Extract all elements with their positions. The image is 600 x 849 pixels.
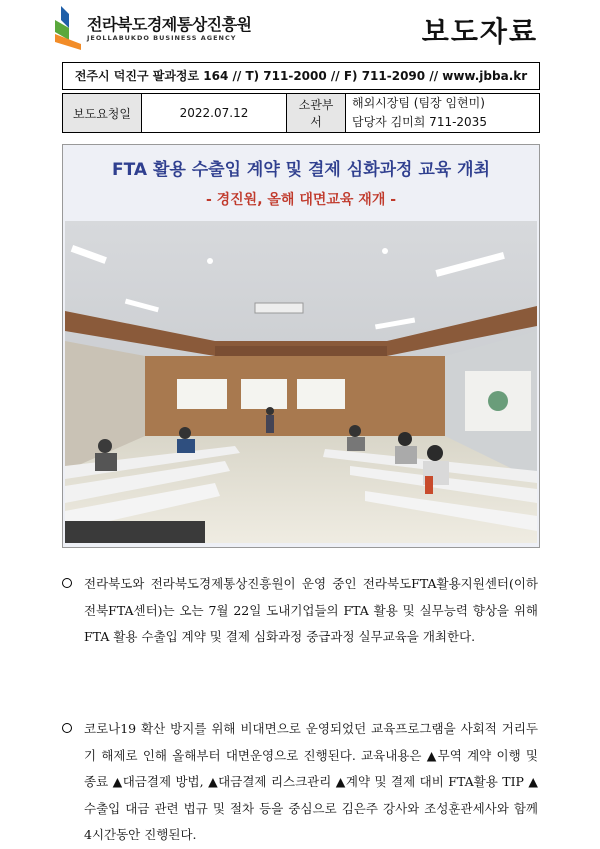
org-name: 전라북도경제통상진흥원 (87, 15, 252, 34)
org-logo (55, 6, 252, 50)
request-date-label: 보도요청일 (63, 94, 142, 133)
bullet-icon (62, 723, 72, 733)
dept-label: 소관부서 (287, 94, 346, 133)
paragraph-text: 코로나19 확산 방지를 위해 비대면으로 운영되었던 교육프로그램을 사회적 거리두기 해제로 인해 올해부터 대면운영으로 진행된다. 교육내용은 ▲무역 계약 이행 및 종료 ▲대금결제 방법, ▲대금결제 리스크관리 ▲계약 및 결제 대비 FTA활용 TIP ▲수출입 대금 관련 법규 및 절차 등을 중심으로 김은주 강사와 조성훈관세사와 함께 4시간동안 진행된다. (84, 721, 538, 842)
request-date-value: 2022.07.12 (142, 94, 287, 133)
paragraph-1 (62, 571, 538, 651)
org-name-en: JEOLLABUKDO BUSINESS AGENCY (87, 34, 237, 42)
seminar-photo (65, 221, 537, 543)
logo-mark-icon (55, 6, 83, 50)
headline-box (62, 144, 540, 548)
subheadline: - 경진원, 올해 대면교육 재개 - (205, 192, 397, 208)
meta-table (62, 93, 540, 133)
bullet-icon (62, 578, 72, 588)
dept-team: 해외시장팀 (팀장 임현미) (352, 96, 485, 110)
doc-type-title: 보도자료 (421, 15, 538, 48)
paragraph-2 (62, 716, 538, 849)
contact-info: 전주시 덕진구 팔과정로 164 // T) 711-2000 // F) 711-2090 // www.jbba.kr (62, 62, 540, 90)
dept-info (346, 94, 540, 133)
headline: FTA 활용 수출입 계약 및 결제 심화과정 교육 개최 (112, 160, 490, 180)
dept-contact: 담당자 김미희 711-2035 (352, 115, 487, 129)
paragraph-text: 전라북도와 전라북도경제통상진흥원이 운영 중인 전라북도FTA활용지원센터(이하 전북FTA센터)는 오는 7월 22일 도내기업들의 FTA 활용 및 실무능력 향상을 위해 FTA 활용 수출입 계약 및 결제 심화과정 중급과정 실무교육을 개최한다. (84, 576, 538, 644)
